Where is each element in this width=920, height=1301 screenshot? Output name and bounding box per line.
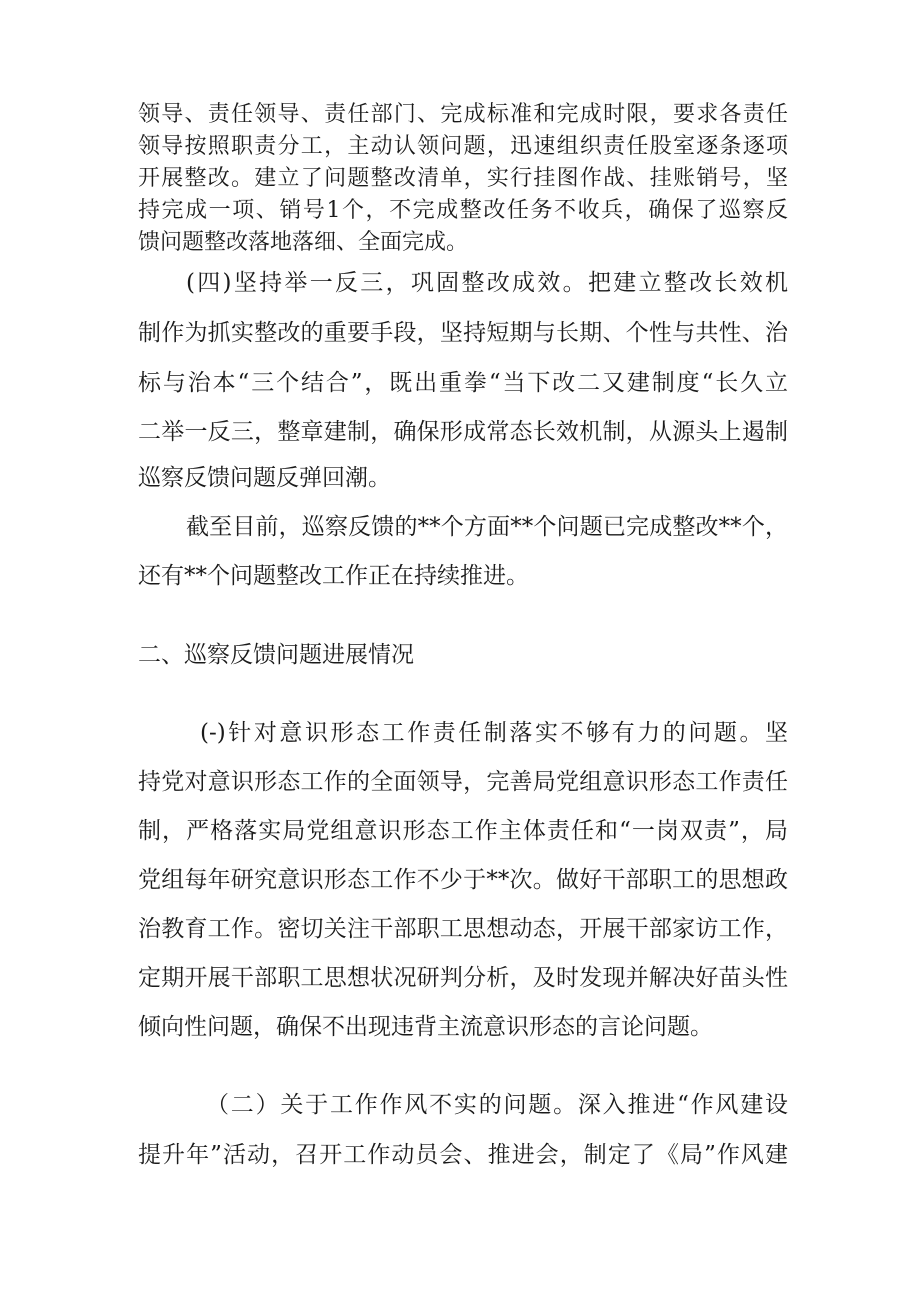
text-line: 截至目前，巡察反馈的**个方面**个问题已完成整改**个， <box>186 514 788 540</box>
text-line: 持党对意识形态工作的全面领导，完善局党组意识形态工作责任 <box>138 769 788 795</box>
paragraph-heading-line: (-)针对意识形态工作责任制落实不够有力的问题。坚 <box>200 720 788 746</box>
text-line: 持完成一项、销号1个，不完成整改任务不收兵，确保了巡察反 <box>138 198 788 223</box>
text-line: 党组每年研究意识形态工作不少于**次。做好干部职工的思想政 <box>138 867 788 893</box>
text-line: 领导按照职责分工，主动认领问题，迅速组织责任股室逐条逐项 <box>138 134 788 159</box>
paragraph-heading-line: （二）关于工作作风不实的问题。深入推进“作风建设 <box>206 1092 788 1118</box>
text-line: 提升年”活动，召开工作动员会、推进会，制定了《局”作风建 <box>138 1142 788 1168</box>
text-line: 开展整改。建立了问题整改清单，实行挂图作战、挂账销号，坚 <box>138 166 788 191</box>
section-heading: 二、巡察反馈问题进展情况 <box>138 642 414 668</box>
text-line: 二举一反三，整章建制，确保形成常态长效机制，从源头上遏制 <box>138 419 788 445</box>
paragraph-heading-line: (四)坚持举一反三，巩固整改成效。把建立整改长效机 <box>186 270 788 296</box>
text-line: 制，严格落实局党组意识形态工作主体责任和“一岗双责”，局 <box>138 818 788 844</box>
text-line: 标与治本“三个结合”，既出重拳“当下改二又建制度“长久立 <box>138 370 788 396</box>
text-line: 还有**个问题整改工作正在持续推进。 <box>138 563 529 589</box>
text-line: 倾向性问题，确保不出现违背主流意识形态的言论问题。 <box>138 1014 713 1040</box>
text-line: 制作为抓实整改的重要手段，坚持短期与长期、个性与共性、治 <box>138 320 788 346</box>
text-line: 领导、责任领导、责任部门、完成标准和完成时限，要求各责任 <box>138 102 788 127</box>
text-line: 治教育工作。密切关注干部职工思想动态，开展干部家访工作， <box>138 916 788 942</box>
text-line: 馈问题整改落地落细、全面完成。 <box>138 230 469 255</box>
text-line: 定期开展干部职工思想状况研判分析，及时发现并解决好苗头性 <box>138 965 788 991</box>
text-line: 巡察反馈问题反弹回潮。 <box>138 465 391 491</box>
